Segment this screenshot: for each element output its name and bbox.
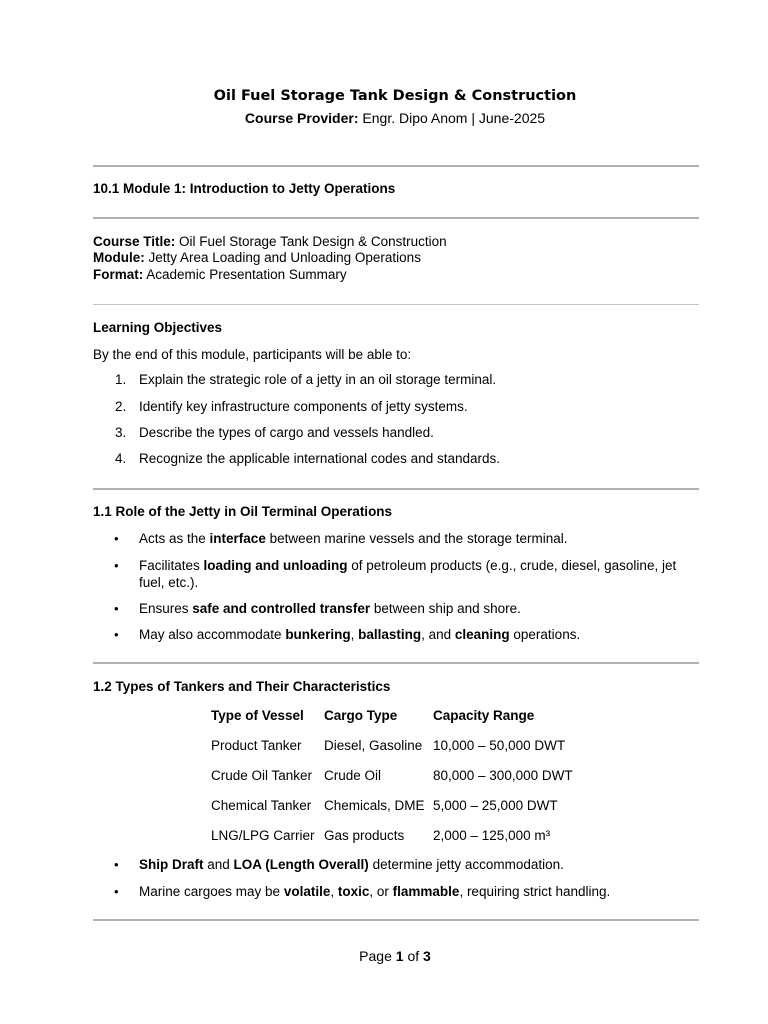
- objective-item: [115, 399, 468, 414]
- bullet-icon: •: [114, 531, 119, 546]
- bullet-text: May also accommodate bunkering, ballasting, and cleaning operations.: [139, 627, 581, 642]
- bullet-icon: •: [114, 857, 119, 872]
- objectives-intro: By the end of this module, participants will be able to:: [93, 347, 412, 362]
- course-provider-line: [0, 110, 768, 126]
- module-label: Module:: [93, 250, 145, 265]
- tanker-bullet: [114, 856, 699, 873]
- bullet-icon: •: [114, 884, 119, 899]
- role-bullet: [114, 530, 699, 547]
- table-cell: 2,000 – 125,000 m³: [433, 828, 551, 843]
- objective-text: Describe the types of cargo and vessels handled.: [139, 425, 434, 440]
- table-header-cell: Type of Vessel: [211, 708, 304, 723]
- divider: [93, 217, 699, 219]
- document-title: Oil Fuel Storage Tank Design & Construction: [213, 88, 577, 104]
- provider-label: Course Provider:: [244, 110, 359, 126]
- divider: [93, 304, 699, 305]
- divider: [93, 662, 699, 664]
- role-bullet: [114, 557, 699, 591]
- module-heading: 10.1 Module 1: Introduction to Jetty Operations: [93, 181, 396, 196]
- objective-number: 2.: [115, 399, 127, 414]
- bullet-text: Acts as the interface between marine vessels and the storage terminal.: [139, 531, 568, 546]
- table-cell: Gas products: [324, 828, 405, 843]
- bullet-text: Marine cargoes may be volatile, toxic, or flammable, requiring strict handling.: [139, 884, 611, 899]
- page-number: Page 1 of 3: [359, 948, 431, 964]
- objective-item: [115, 372, 496, 387]
- role-bullet: [114, 626, 699, 643]
- course-title-label: Course Title:: [93, 234, 176, 249]
- format-value: Academic Presentation Summary: [143, 267, 347, 282]
- tankers-heading: 1.2 Types of Tankers and Their Characteristics: [93, 679, 391, 694]
- bullet-text: Ensures safe and controlled transfer between ship and shore.: [139, 601, 521, 616]
- table-cell: 80,000 – 300,000 DWT: [433, 768, 573, 783]
- table-cell: 5,000 – 25,000 DWT: [433, 798, 558, 813]
- objective-item: [115, 425, 434, 440]
- objective-text: Recognize the applicable international codes and standards.: [139, 451, 500, 466]
- course-title-value: Oil Fuel Storage Tank Design & Construction: [175, 234, 447, 249]
- table-cell: Diesel, Gasoline: [324, 738, 423, 753]
- bullet-icon: •: [114, 601, 119, 616]
- table-cell: Crude Oil Tanker: [211, 768, 313, 783]
- tanker-bullet: [114, 883, 699, 900]
- format-label: Format:: [93, 267, 144, 282]
- bullet-icon: •: [114, 627, 119, 642]
- course-title-line: [93, 234, 447, 249]
- divider: [93, 919, 699, 921]
- table-cell: Chemicals, DME: [324, 798, 425, 813]
- objective-number: 1.: [115, 372, 127, 387]
- objective-text: Identify key infrastructure components of jetty systems.: [139, 399, 468, 414]
- divider: [93, 488, 699, 490]
- module-value: Jetty Area Loading and Unloading Operations: [144, 250, 421, 265]
- role-bullet: [114, 600, 699, 617]
- table-cell: Crude Oil: [324, 768, 382, 783]
- bullet-icon: •: [114, 558, 119, 573]
- provider-value: Engr. Dipo Anom | June-2025: [358, 110, 546, 126]
- divider: [93, 165, 699, 167]
- role-heading: 1.1 Role of the Jetty in Oil Terminal Operations: [93, 504, 393, 519]
- table-header-cell: Cargo Type: [324, 708, 398, 723]
- objective-text: Explain the strategic role of a jetty in an oil storage terminal.: [139, 372, 497, 387]
- table-cell: LNG/LPG Carrier: [211, 828, 315, 843]
- module-line: [93, 250, 421, 265]
- objective-number: 3.: [115, 425, 127, 440]
- objective-number: 4.: [115, 451, 127, 466]
- table-cell: Product Tanker: [211, 738, 302, 753]
- format-line: [93, 267, 347, 282]
- table-cell: 10,000 – 50,000 DWT: [433, 738, 566, 753]
- table-cell: Chemical Tanker: [211, 798, 312, 813]
- objective-item: [115, 451, 500, 466]
- bullet-text: Facilitates loading and unloading of petroleum products (e.g., crude, diesel, gasoline, jet fuel, etc.).: [139, 558, 677, 590]
- objectives-heading: Learning Objectives: [93, 320, 223, 335]
- table-header-cell: Capacity Range: [433, 708, 535, 723]
- bullet-text: Ship Draft and LOA (Length Overall) determine jetty accommodation.: [139, 857, 564, 872]
